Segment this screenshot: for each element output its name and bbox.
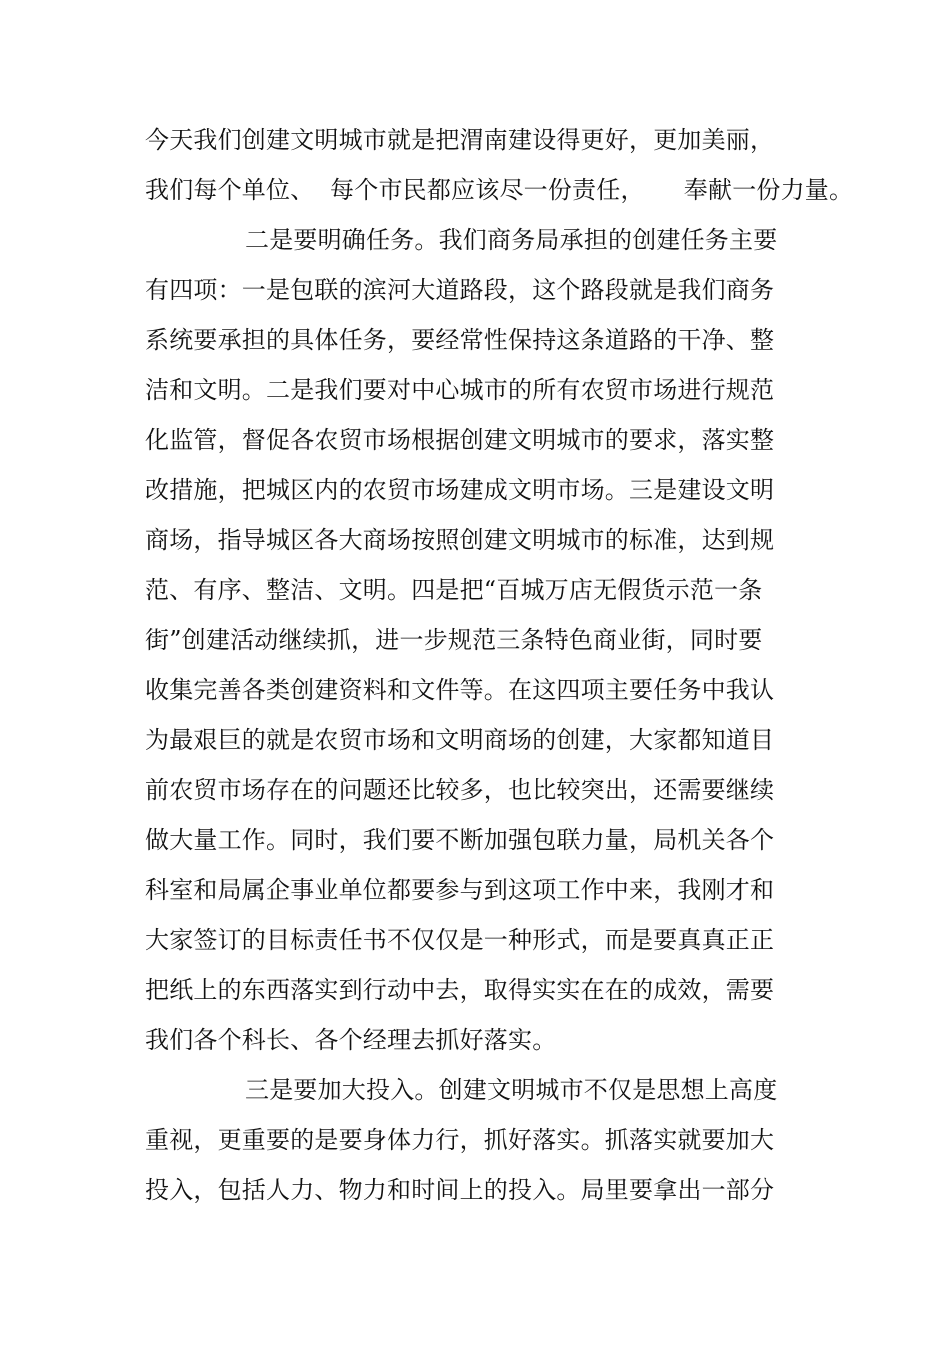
text-line: 化监管，督促各农贸市场根据创建文明城市的要求，落实整 [145,426,775,454]
paragraph-start-line: 三是要加大投入。创建文明城市不仅是思想上高度 [245,1076,778,1104]
text-line: 大家签订的目标责任书不仅仅是一种形式，而是要真真正正 [145,926,775,954]
text-line: 改措施，把城区内的农贸市场建成文明市场。三是建设文明 [145,476,775,504]
text-line: 系统要承担的具体任务，要经常性保持这条道路的干净、整 [145,326,775,354]
text-line: 街”创建活动继续抓，进一步规范三条特色商业街，同时要 [145,626,763,654]
text-line: 洁和文明。二是我们要对中心城市的所有农贸市场进行规范 [145,376,775,404]
text-line: 做大量工作。同时，我们要不断加强包联力量，局机关各个 [145,826,775,854]
text-line: 我们各个科长、各个经理去抓好落实。 [145,1026,557,1054]
text-line: 我们每个单位、 每个市民都应该尽一份责任， 奉献一份力量。 [145,176,854,204]
text-line: 前农贸市场存在的问题还比较多，也比较突出，还需要继续 [145,776,775,804]
text-line: 科室和局属企事业单位都要参与到这项工作中来，我刚才和 [145,876,775,904]
text-line: 有四项：一是包联的滨河大道路段，这个路段就是我们商务 [145,276,775,304]
paragraph-start-line: 二是要明确任务。我们商务局承担的创建任务主要 [245,226,778,254]
text-line: 今天我们创建文明城市就是把渭南建设得更好，更加美丽， [145,126,775,154]
text-line: 商场，指导城区各大商场按照创建文明城市的标准，达到规 [145,526,775,554]
text-line: 收集完善各类创建资料和文件等。在这四项主要任务中我认 [145,676,775,704]
text-line: 投入，包括人力、物力和时间上的投入。局里要拿出一部分 [145,1176,775,1204]
text-line: 为最艰巨的就是农贸市场和文明商场的创建，大家都知道目 [145,726,775,754]
text-line: 范、有序、整洁、文明。四是把“百城万店无假货示范一条 [145,576,763,604]
text-line: 重视，更重要的是要身体力行，抓好落实。抓落实就要加大 [145,1126,775,1154]
text-line: 把纸上的东西落实到行动中去，取得实实在在的成效，需要 [145,976,775,1004]
